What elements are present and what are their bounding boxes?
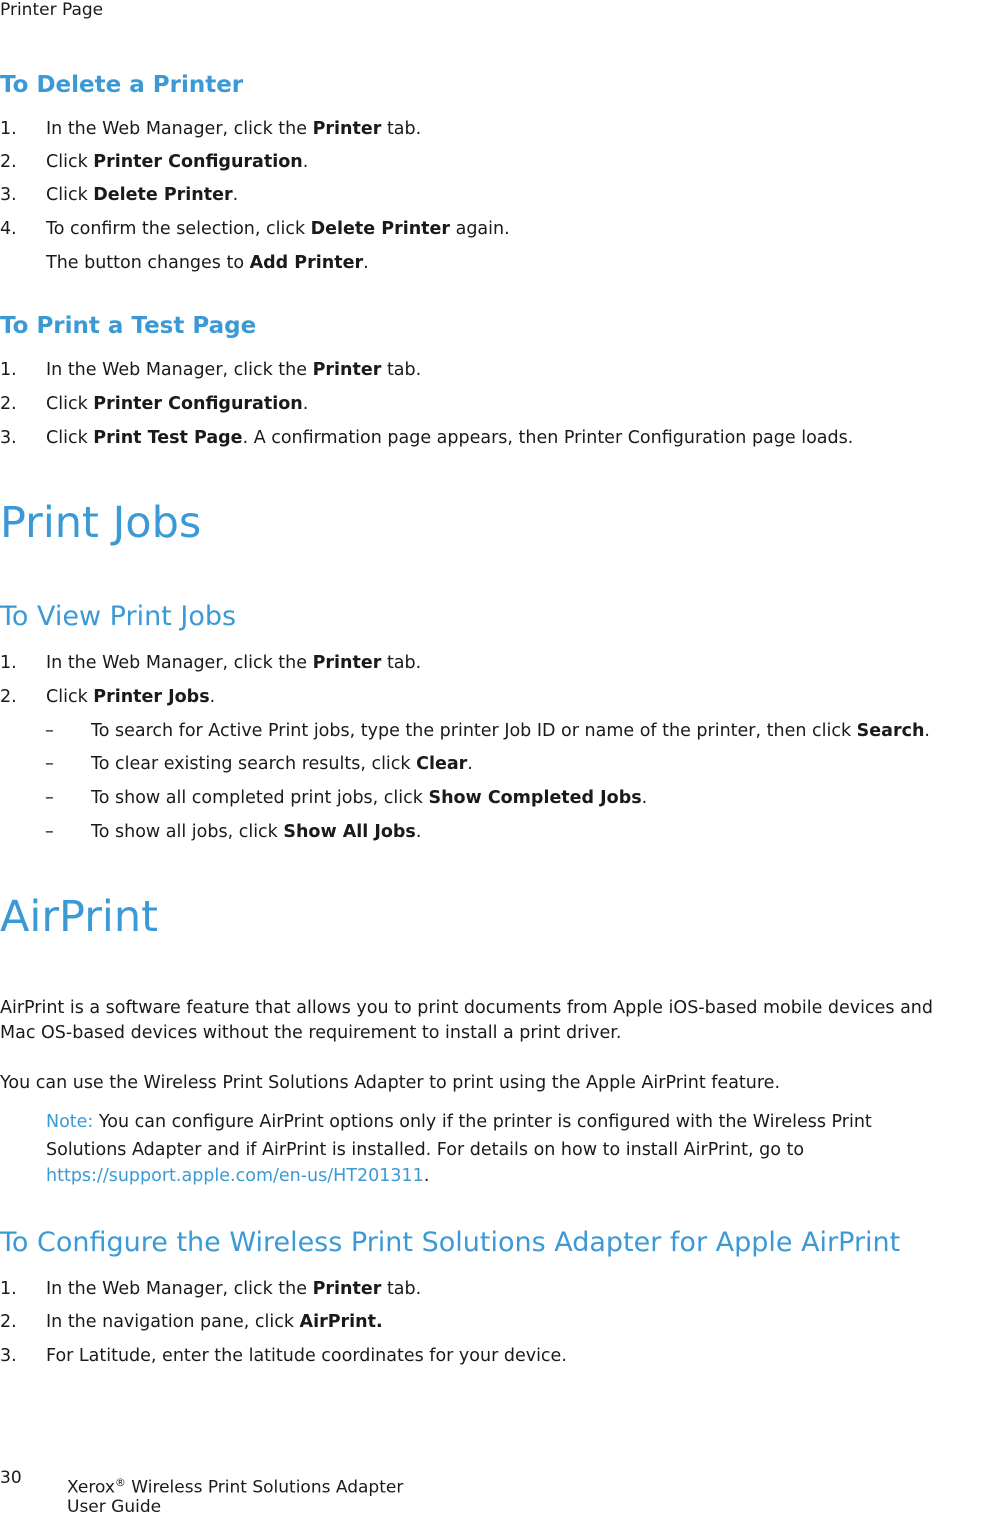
page-number: 30 bbox=[0, 1468, 22, 1488]
heading-print-test-page: To Print a Test Page bbox=[0, 313, 257, 339]
running-header: Printer Page bbox=[0, 0, 104, 20]
paragraph: You can use the Wireless Print Solutions Adapter to print using the Apple AirPrint feature. bbox=[0, 1073, 781, 1093]
note-line: https://support.apple.com/en-us/HT201311. bbox=[46, 1166, 430, 1186]
footer-product: Xerox® Wireless Print Solutions Adapter bbox=[67, 1476, 404, 1498]
paragraph-line: Mac OS-based devices without the requirement to install a print driver. bbox=[0, 1023, 622, 1043]
note-line: Note: You can configure AirPrint options only if the printer is configured with the Wireless Print bbox=[46, 1112, 872, 1132]
heading-configure-airprint: To Configure the Wireless Print Solutions Adapter for Apple AirPrint bbox=[0, 1227, 901, 1258]
footer-doc-title: User Guide bbox=[67, 1497, 162, 1517]
note-label: Note: bbox=[46, 1112, 94, 1132]
apple-support-link[interactable]: https://support.apple.com/en-us/HT201311 bbox=[46, 1166, 424, 1186]
paragraph-line: AirPrint is a software feature that allows you to print documents from Apple iOS-based mobile devices and bbox=[0, 998, 934, 1018]
heading-delete-printer: To Delete a Printer bbox=[0, 72, 244, 98]
heading-view-print-jobs: To View Print Jobs bbox=[0, 601, 237, 632]
step-result: The button changes to Add Printer. bbox=[46, 253, 369, 273]
section-title-airprint: AirPrint bbox=[0, 892, 158, 942]
note-line: Solutions Adapter and if AirPrint is installed. For details on how to install AirPrint, go to bbox=[46, 1140, 805, 1160]
section-title-print-jobs: Print Jobs bbox=[0, 498, 202, 548]
